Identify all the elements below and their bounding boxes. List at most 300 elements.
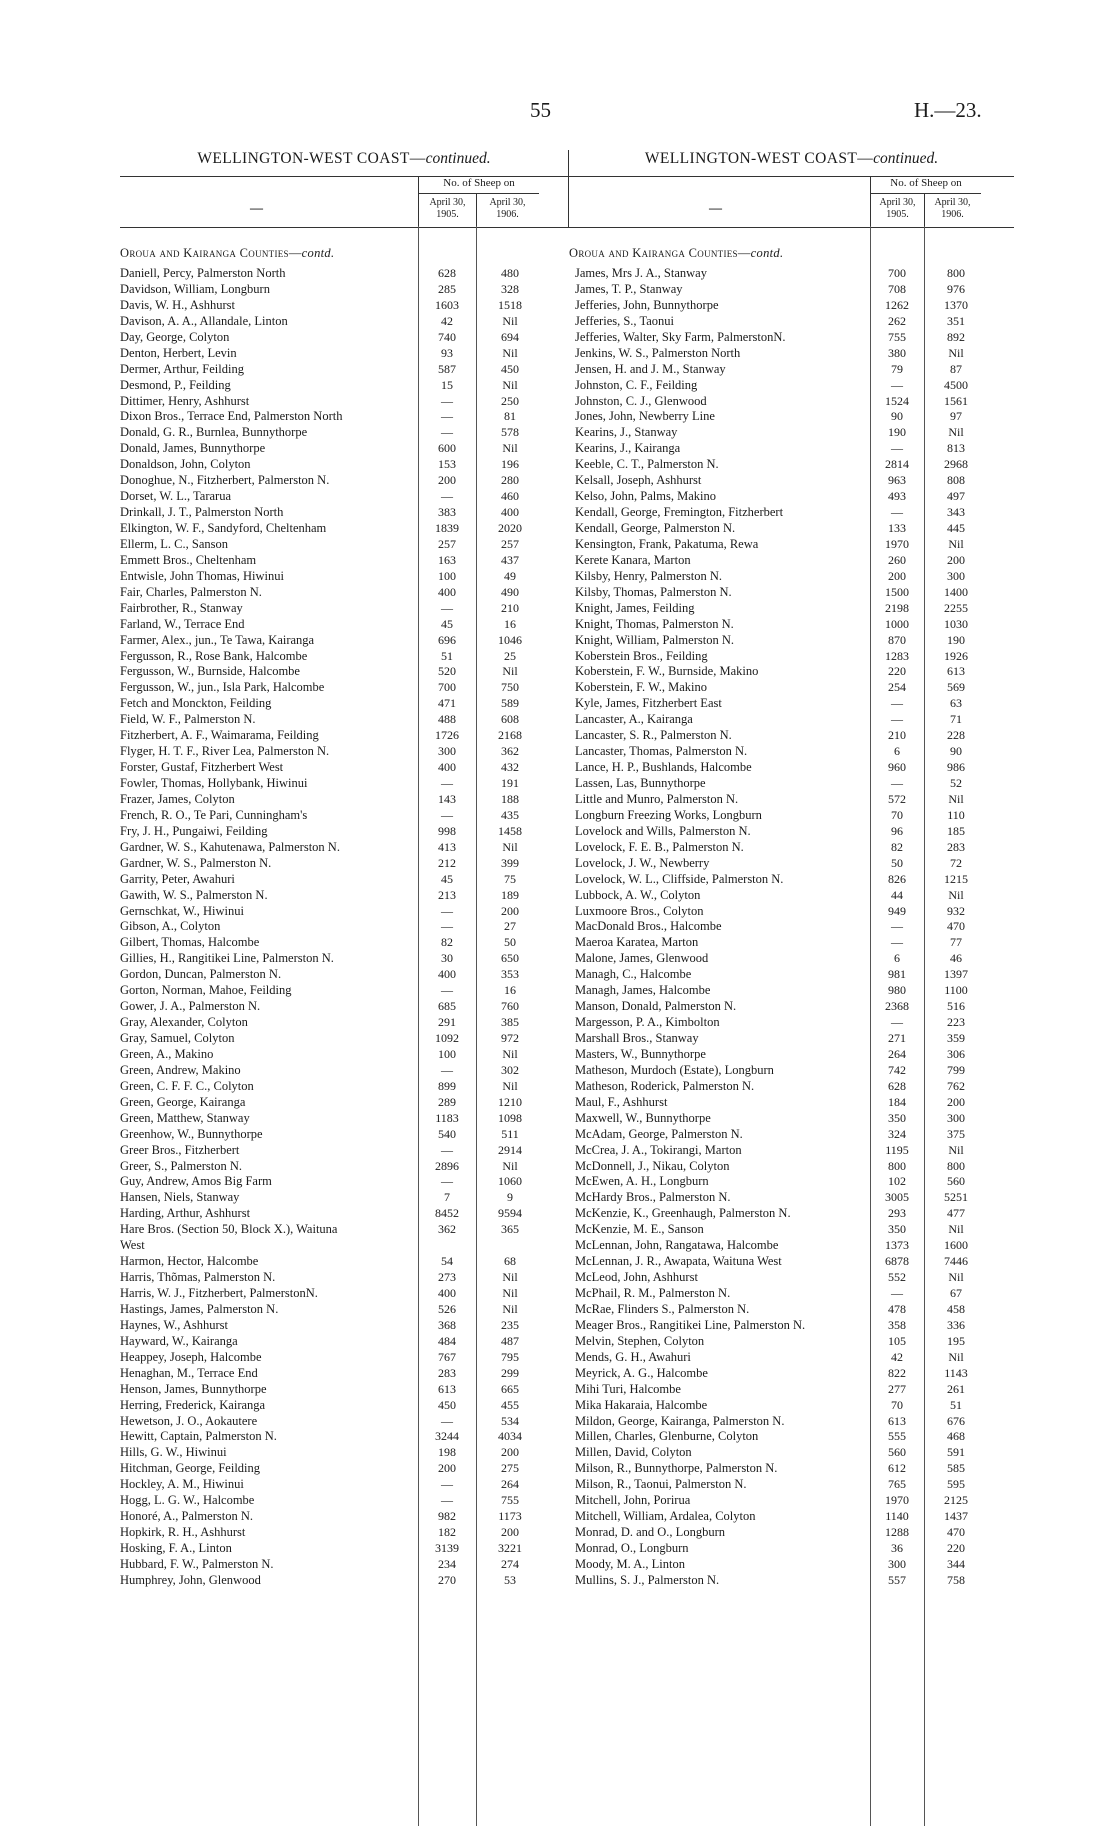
sheep-1906: 257	[501, 536, 519, 551]
owner-name: Lancaster, S. R., Palmerston N.	[575, 728, 732, 743]
sheep-1906: 795	[501, 1349, 519, 1364]
sheep-1906: 477	[947, 1206, 965, 1221]
owner-name: Lancaster, A., Kairanga	[575, 712, 693, 727]
table-row	[120, 1557, 568, 1573]
owner-name: Fergusson, R., Rose Bank, Halcombe	[120, 648, 308, 663]
sheep-1905: 767	[438, 1349, 456, 1364]
sheep-1906: 694	[501, 329, 519, 344]
sheep-1905: 153	[438, 457, 456, 472]
sheep-1906: 1400	[944, 584, 968, 599]
sheep-1905: —	[441, 1174, 453, 1189]
owner-name: McLennan, J. R., Awapata, Waituna West	[575, 1254, 782, 1269]
table-row	[120, 425, 568, 441]
owner-name: Lovelock, F. E. B., Palmerston N.	[575, 839, 744, 854]
owner-name: Green, Matthew, Stanway	[120, 1110, 250, 1125]
sheep-1905: 450	[438, 1397, 456, 1412]
sheep-1905: 685	[438, 999, 456, 1014]
sheep-1906: 200	[501, 1445, 519, 1460]
owner-name: Hewitt, Captain, Palmerston N.	[120, 1429, 277, 1444]
table-row	[569, 1063, 1014, 1079]
owner-name: Dixon Bros., Terrace End, Palmerston North	[120, 409, 343, 424]
owner-name: Davidson, William, Longburn	[120, 281, 270, 296]
sheep-1906: 264	[501, 1477, 519, 1492]
table-row	[120, 633, 568, 649]
sheep-1906: Nil	[948, 1349, 964, 1364]
sheep-1905: 700	[888, 266, 906, 280]
table-row	[569, 919, 1014, 935]
table-row	[120, 967, 568, 983]
sheep-1905: 264	[888, 1046, 906, 1061]
sheep-1905: 50	[891, 855, 903, 870]
sheep-1906: 200	[947, 552, 965, 567]
sheep-1905: 190	[888, 425, 906, 440]
owner-name: Jefferies, S., Taonui	[575, 313, 674, 328]
table-row	[569, 1270, 1014, 1286]
owner-name: Greenhow, W., Bunnythorpe	[120, 1126, 263, 1141]
table-row	[120, 362, 568, 378]
sheep-1905: 133	[888, 521, 906, 535]
owner-name: Jones, John, Newberry Line	[575, 409, 715, 424]
table-row	[120, 553, 568, 569]
table-row	[569, 425, 1014, 441]
table-row	[120, 1079, 568, 1095]
sheep-1906: Nil	[502, 441, 518, 456]
owner-name: Dittimer, Henry, Ashhurst	[120, 393, 250, 408]
owner-name: Millen, Charles, Glenburne, Colyton	[575, 1429, 759, 1444]
table-row	[120, 1015, 568, 1031]
sheep-1905: 613	[438, 1381, 456, 1396]
owner-name: Elkington, W. F., Sandyford, Cheltenham	[120, 521, 327, 535]
sheep-1906: 87	[950, 361, 962, 376]
owner-name: Marshall Bros., Stanway	[575, 1031, 699, 1045]
table-row	[569, 585, 1014, 601]
table-row	[569, 792, 1014, 808]
owner-name: Davison, A. A., Allandale, Linton	[120, 313, 288, 328]
sheep-1905: 981	[888, 967, 906, 982]
sheep-1906: Nil	[502, 1270, 518, 1285]
sheep-1906: 986	[947, 760, 965, 775]
sheep-1905: 1183	[435, 1110, 459, 1125]
sheep-1905: 213	[438, 887, 456, 902]
owner-name: Desmond, P., Feilding	[120, 377, 231, 392]
sheep-1906: 75	[504, 871, 516, 886]
sheep-1905: 765	[888, 1477, 906, 1492]
sheep-1905: 520	[438, 664, 456, 679]
sheep-1906: 437	[501, 552, 519, 567]
sheep-1906: 762	[947, 1078, 965, 1093]
table-row	[120, 840, 568, 856]
owner-name: Maeroa Karatea, Marton	[575, 935, 699, 950]
owner-name: Gilbert, Thomas, Halcombe	[120, 935, 260, 950]
owner-name: Honoré, A., Palmerston N.	[120, 1509, 253, 1524]
sheep-1905: 270	[438, 1572, 456, 1587]
table-row	[120, 505, 568, 521]
owner-name: Gordon, Duncan, Palmerston N.	[120, 967, 282, 982]
owner-name: Gardner, W. S., Kahutenawa, Palmerston N.	[120, 839, 340, 854]
sheep-1905: —	[891, 505, 903, 520]
sheep-1906: 665	[501, 1381, 519, 1396]
sheep-1906: 892	[947, 329, 965, 344]
table-row	[120, 314, 568, 330]
sheep-1906: 2020	[498, 521, 522, 535]
owner-name: Hayward, W., Kairanga	[120, 1333, 238, 1348]
owner-name: Koberstein, F. W., Makino	[575, 680, 707, 695]
owner-name: Flyger, H. T. F., River Lea, Palmerston N.	[120, 744, 330, 759]
owner-name: Greer, S., Palmerston N.	[120, 1158, 243, 1173]
sheep-1906: 190	[947, 632, 965, 647]
sheep-1905: 70	[891, 807, 903, 822]
sheep-1905: 36	[891, 1541, 903, 1555]
table-row	[569, 1127, 1014, 1143]
table-row	[120, 712, 568, 728]
table-row	[120, 1509, 568, 1525]
sheep-1905: 300	[438, 744, 456, 759]
sheep-1906: 650	[501, 951, 519, 966]
table-row	[120, 776, 568, 792]
table-row	[120, 330, 568, 346]
owner-name: Kelso, John, Palms, Makino	[575, 489, 716, 504]
sheep-1905: 293	[888, 1206, 906, 1221]
sheep-1906: 799	[947, 1062, 965, 1077]
owner-name: Lancaster, Thomas, Palmerston N.	[575, 744, 748, 759]
sheep-1905: 555	[888, 1429, 906, 1444]
sheep-1905	[418, 1238, 476, 1254]
sheep-1906: Nil	[948, 1142, 964, 1157]
sheep-1905: 93	[441, 345, 453, 360]
sheep-1906: 4034	[498, 1429, 522, 1444]
table-row	[569, 553, 1014, 569]
sheep-1905: 400	[438, 1286, 456, 1300]
sheep-1906: 195	[947, 1333, 965, 1348]
table-row	[569, 1159, 1014, 1175]
owner-name: Harmon, Hector, Halcombe	[120, 1254, 259, 1269]
owner-name: Ellerm, L. C., Sanson	[120, 536, 228, 551]
sheep-1905: 2896	[435, 1158, 459, 1173]
table-row	[569, 888, 1014, 904]
owner-name: Matheson, Roderick, Palmerston N.	[575, 1078, 755, 1093]
table-row	[120, 282, 568, 298]
owner-name: McAdam, George, Palmerston N.	[575, 1126, 743, 1141]
owner-name: Gawith, W. S., Palmerston N.	[120, 887, 268, 902]
sheep-1906: 274	[501, 1556, 519, 1571]
owner-name: Lubbock, A. W., Colyton	[575, 887, 701, 902]
sheep-1905: 289	[438, 1094, 456, 1109]
table-row	[120, 1493, 568, 1509]
table-row	[120, 1238, 568, 1254]
sheep-1905: 2198	[885, 600, 909, 615]
sheep-1905: —	[891, 441, 903, 456]
table-row	[569, 330, 1014, 346]
sheep-1905: 696	[438, 632, 456, 647]
owner-name: Hosking, F. A., Linton	[120, 1541, 232, 1555]
sheep-1906: Nil	[502, 1301, 518, 1316]
sheep-1906: 460	[501, 489, 519, 504]
table-row	[569, 1015, 1014, 1031]
table-row	[569, 346, 1014, 362]
sheep-1906: 68	[504, 1254, 516, 1269]
table-row	[569, 760, 1014, 776]
section-heading: Oroua and Kairanga Counties—contd.	[569, 246, 784, 260]
table-row	[569, 362, 1014, 378]
owner-name: Hitchman, George, Feilding	[120, 1461, 261, 1476]
table-row	[120, 760, 568, 776]
table-row	[569, 904, 1014, 920]
owner-name: Fetch and Monckton, Feilding	[120, 696, 272, 711]
sheep-1905: 100	[438, 1046, 456, 1061]
owner-name: Frazer, James, Colyton	[120, 791, 235, 806]
table-row	[569, 1238, 1014, 1254]
owner-name: Moody, M. A., Linton	[575, 1556, 685, 1571]
document-reference: H.—23.	[914, 98, 982, 122]
sheep-1906: 458	[947, 1301, 965, 1316]
table-row	[569, 314, 1014, 330]
sheep-1905: —	[891, 776, 903, 790]
table-row	[569, 282, 1014, 298]
table-row	[569, 394, 1014, 410]
sheep-1906: 750	[501, 680, 519, 695]
owner-name: Denton, Herbert, Levin	[120, 345, 237, 360]
sheep-1906: 77	[950, 935, 962, 950]
sheep-1905: 358	[888, 1317, 906, 1332]
sheep-1906: 362	[501, 744, 519, 759]
sheep-1905: —	[441, 489, 453, 504]
owner-name: Gillies, H., Rangitikei Line, Palmerston N.	[120, 951, 334, 966]
owner-name: Mitchell, William, Ardalea, Colyton	[575, 1509, 756, 1524]
table-row	[120, 1159, 568, 1175]
table-row	[120, 601, 568, 617]
sheep-1905: 30	[441, 951, 453, 966]
sheep-1906: 800	[947, 1158, 965, 1173]
sheep-1906: Nil	[502, 664, 518, 679]
owner-name: Masters, W., Bunnythorpe	[575, 1046, 706, 1061]
table-row	[120, 1477, 568, 1493]
owner-name: Luxmoore Bros., Colyton	[575, 903, 704, 918]
table-row	[569, 967, 1014, 983]
sheep-1906: 1397	[944, 967, 968, 982]
header-group-label: No. of Sheep on	[418, 177, 539, 194]
owner-name: McDonnell, J., Nikau, Colyton	[575, 1158, 730, 1173]
sheep-1905: 200	[438, 473, 456, 488]
sheep-1906: 445	[947, 521, 965, 535]
owner-name: McKenzie, M. E., Sanson	[575, 1222, 704, 1237]
sheep-1906: 110	[947, 807, 965, 822]
owner-name: Heappey, Joseph, Halcombe	[120, 1349, 262, 1364]
sheep-1905: 1288	[885, 1525, 909, 1540]
table-row	[569, 1477, 1014, 1493]
sheep-1905: 1970	[885, 536, 909, 551]
sheep-1906: 27	[504, 919, 516, 934]
sheep-1906: 1370	[944, 297, 968, 312]
table-row	[120, 1318, 568, 1334]
left-table-header	[120, 176, 568, 228]
table-row	[569, 1031, 1014, 1047]
sheep-1905: —	[891, 377, 903, 392]
owner-name: McHardy Bros., Palmerston N.	[575, 1190, 731, 1205]
table-row	[120, 1366, 568, 1382]
table-row	[569, 680, 1014, 696]
sheep-1906: 1561	[944, 393, 968, 408]
owner-name: James, Mrs J. A., Stanway	[575, 266, 707, 280]
owner-name: West	[120, 1238, 145, 1253]
owner-name: Melvin, Stephen, Colyton	[575, 1333, 705, 1348]
table-row	[569, 1350, 1014, 1366]
table-row	[120, 1206, 568, 1222]
left-column-title: WELLINGTON-WEST COAST—continued.	[197, 150, 491, 167]
sheep-1906: Nil	[502, 1078, 518, 1093]
table-row	[569, 1111, 1014, 1127]
sheep-1906: 450	[501, 361, 519, 376]
sheep-1906: 3221	[498, 1541, 522, 1555]
sheep-1905: 198	[438, 1445, 456, 1460]
sheep-1905: 6878	[885, 1254, 909, 1269]
owner-name: Kendall, George, Fremington, Fitzherbert	[575, 505, 784, 520]
sheep-1905: 960	[888, 760, 906, 775]
sheep-1905: 982	[438, 1509, 456, 1524]
sheep-1905: 277	[888, 1381, 906, 1396]
sheep-1906: 1100	[944, 983, 968, 998]
owner-name: Kelsall, Joseph, Ashhurst	[575, 473, 702, 488]
sheep-1905: 1839	[435, 521, 459, 535]
owner-name: Farmer, Alex., jun., Te Tawa, Kairanga	[120, 632, 315, 647]
sheep-1905: 557	[888, 1572, 906, 1587]
owner-name: Dermer, Arthur, Feilding	[120, 361, 244, 376]
owner-name: Donoghue, N., Fitzherbert, Palmerston N.	[120, 473, 330, 488]
sheep-1906: Nil	[502, 1046, 518, 1061]
sheep-1905: 362	[438, 1222, 456, 1237]
owner-name: Jenkins, W. S., Palmerston North	[575, 345, 741, 360]
sheep-1905: 2814	[885, 457, 909, 472]
owner-name: Fergusson, W., jun., Isla Park, Halcombe	[120, 680, 325, 695]
sheep-1905: 6	[894, 744, 900, 759]
sheep-1906: 5251	[944, 1190, 968, 1205]
owner-name: Lovelock, J. W., Newberry	[575, 855, 710, 870]
sheep-1905: 254	[888, 680, 906, 695]
owner-name: Maxwell, W., Bunnythorpe	[575, 1110, 711, 1125]
sheep-1905: 963	[888, 473, 906, 488]
owner-name: Knight, James, Feilding	[575, 600, 695, 615]
owner-name: McKenzie, K., Greenhaugh, Palmerston N.	[575, 1206, 791, 1221]
sheep-1905: 6	[894, 951, 900, 966]
owner-name: Koberstein Bros., Feilding	[575, 648, 708, 663]
table-row	[120, 1127, 568, 1143]
sheep-1905: 45	[441, 871, 453, 886]
table-row	[569, 1573, 1014, 1589]
sheep-1906: 359	[947, 1031, 965, 1045]
table-row	[120, 378, 568, 394]
sheep-1905: 708	[888, 281, 906, 296]
sheep-1906: 932	[947, 903, 965, 918]
sheep-1906: 51	[950, 1397, 962, 1412]
sheep-1905: 262	[888, 313, 906, 328]
sheep-1905: 471	[438, 696, 456, 711]
sheep-1905: 400	[438, 584, 456, 599]
sheep-1906: 90	[950, 744, 962, 759]
sheep-1905: 484	[438, 1333, 456, 1348]
sheep-1905: 800	[888, 1158, 906, 1173]
sheep-1906: 808	[947, 473, 965, 488]
sheep-1905: 220	[888, 664, 906, 679]
table-row	[569, 776, 1014, 792]
sheep-1905: 212	[438, 855, 456, 870]
table-row	[569, 872, 1014, 888]
left-column	[120, 150, 568, 1587]
header-col-1905: April 30, 1905.	[418, 194, 476, 227]
table-row	[120, 585, 568, 601]
owner-name: Green, George, Kairanga	[120, 1094, 246, 1109]
owner-name: Jefferies, John, Bunnythorpe	[575, 297, 719, 312]
sheep-1905: 560	[888, 1445, 906, 1460]
sheep-1905: —	[441, 807, 453, 822]
sheep-1905: 200	[438, 1461, 456, 1476]
table-row	[120, 266, 568, 282]
sheep-1905: —	[441, 600, 453, 615]
owner-name: Margesson, P. A., Kimbolton	[575, 1015, 720, 1030]
owner-name: Hubbard, F. W., Palmerston N.	[120, 1556, 274, 1571]
sheep-1906: 755	[501, 1493, 519, 1508]
sheep-1906: 435	[501, 807, 519, 822]
sheep-1906: 71	[950, 712, 962, 727]
owner-name: James, T. P., Stanway	[575, 281, 683, 296]
table-row	[120, 744, 568, 760]
sheep-1906: 4500	[944, 377, 968, 392]
sheep-1906: 1046	[498, 632, 522, 647]
owner-name: Koberstein, F. W., Burnside, Makino	[575, 664, 759, 679]
sheep-1905: 200	[888, 568, 906, 583]
sheep-1905: 1726	[435, 728, 459, 743]
table-row	[120, 1429, 568, 1445]
right-table-header	[569, 176, 1014, 228]
sheep-1905: 3244	[435, 1429, 459, 1444]
sheep-1906: 595	[947, 1477, 965, 1492]
sheep-1906: 976	[947, 281, 965, 296]
table-row	[569, 1190, 1014, 1206]
owner-name: McRae, Flinders S., Palmerston N.	[575, 1301, 750, 1316]
table-row	[569, 712, 1014, 728]
owner-name: Kyle, James, Fitzherbert East	[575, 696, 722, 711]
section-heading: Oroua and Kairanga Counties—contd.	[120, 246, 335, 260]
sheep-1905: 82	[441, 935, 453, 950]
sheep-1905: 1500	[885, 584, 909, 599]
sheep-1906: 200	[501, 903, 519, 918]
sheep-1905: 1524	[885, 393, 909, 408]
table-row	[120, 1334, 568, 1350]
owner-name: Lovelock, W. L., Cliffside, Palmerston N.	[575, 871, 784, 886]
table-row	[569, 983, 1014, 999]
sheep-1905: 184	[888, 1094, 906, 1109]
sheep-1905: 300	[888, 1556, 906, 1571]
owner-name: Kearins, J., Kairanga	[575, 441, 681, 456]
owner-name: Day, George, Colyton	[120, 329, 230, 344]
sheep-1906: 280	[501, 473, 519, 488]
owner-name: Gibson, A., Colyton	[120, 919, 221, 934]
owner-name: Field, W. F., Palmerston N.	[120, 712, 256, 727]
owner-name: Hewetson, J. O., Aokautere	[120, 1413, 258, 1428]
table-row	[120, 1270, 568, 1286]
owner-name: Henson, James, Bunnythorpe	[120, 1381, 267, 1396]
sheep-1905: 552	[888, 1270, 906, 1285]
sheep-1906: 235	[501, 1317, 519, 1332]
owner-name: Kendall, George, Palmerston N.	[575, 521, 736, 535]
sheep-1905: —	[891, 919, 903, 934]
table-row	[569, 521, 1014, 537]
right-column-title: WELLINGTON-WEST COAST—continued.	[644, 150, 939, 167]
owner-name: Kilsby, Thomas, Palmerston N.	[575, 584, 732, 599]
table-row	[569, 266, 1014, 282]
owner-name: Knight, William, Palmerston N.	[575, 632, 734, 647]
sheep-1906: 50	[504, 935, 516, 950]
owner-name: French, R. O., Te Pari, Cunningham's	[120, 807, 308, 822]
owner-name: McCrea, J. A., Tokirangi, Marton	[575, 1142, 742, 1157]
